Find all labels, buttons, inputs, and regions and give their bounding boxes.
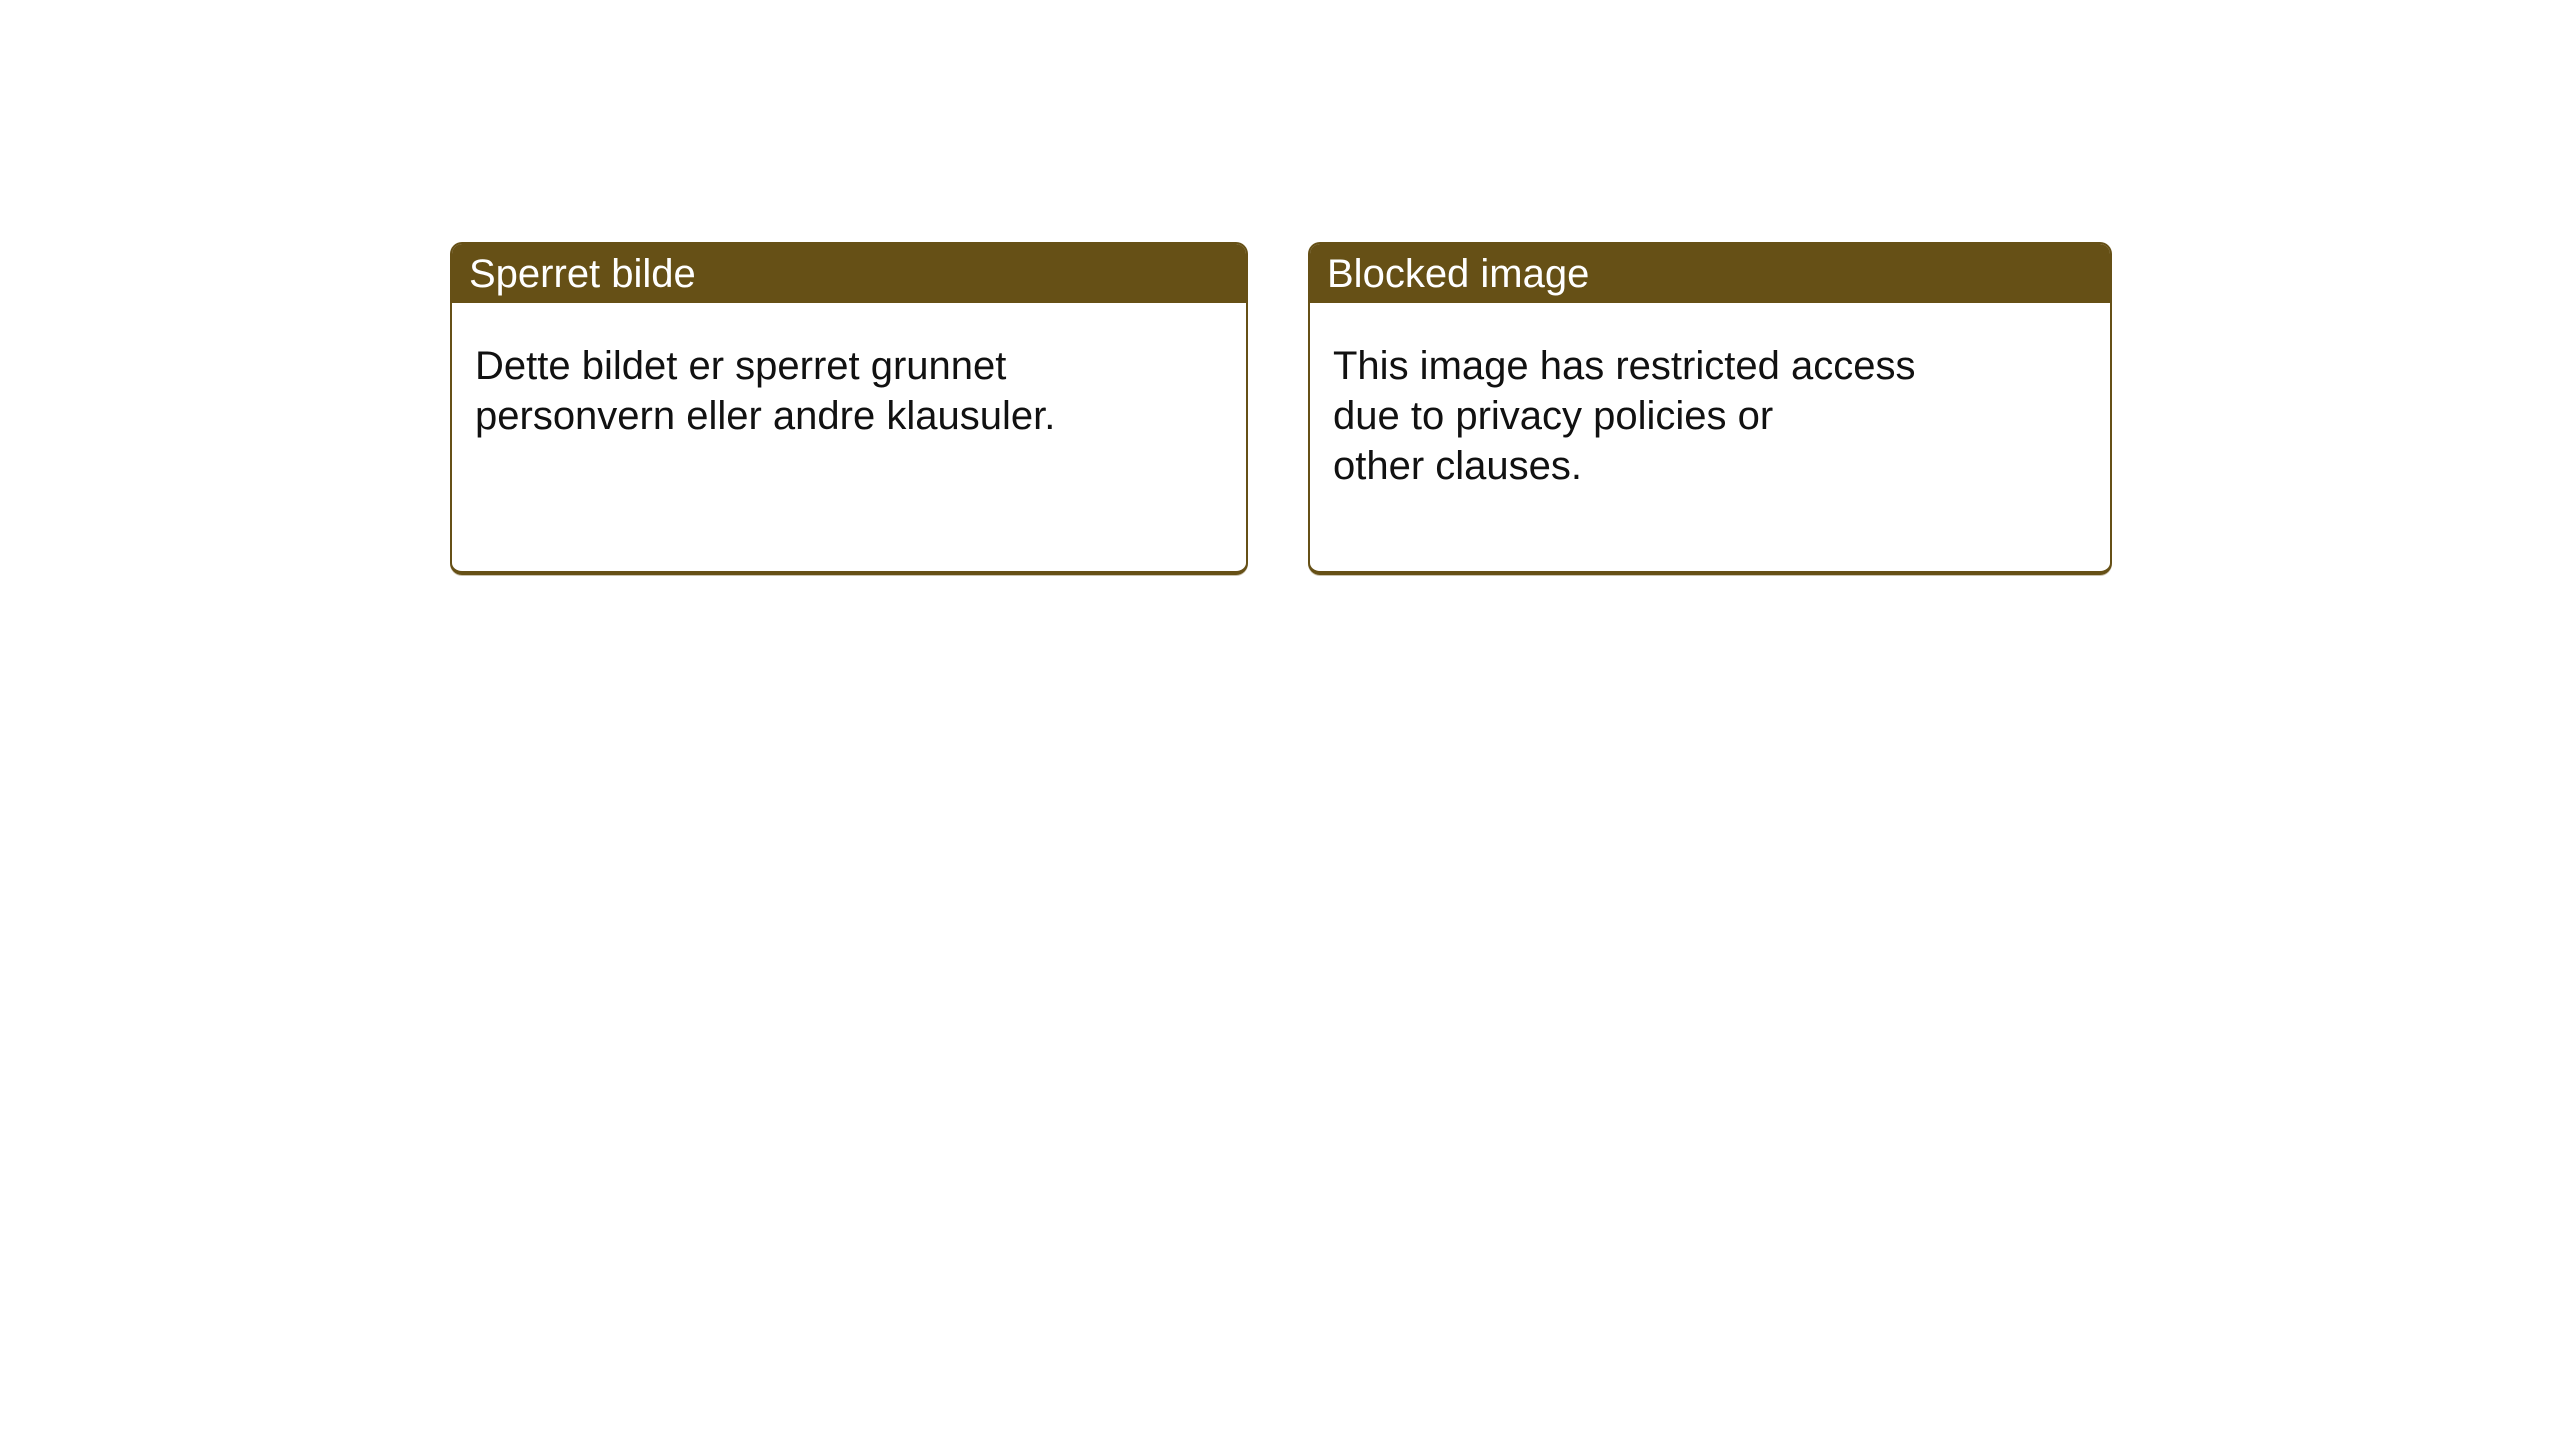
- card-text-line: Dette bildet er sperret grunnet: [475, 344, 1007, 388]
- card-body-english: [1310, 303, 2110, 491]
- card-text-line: This image has restricted access: [1333, 344, 1916, 388]
- card-text-line: personvern eller andre klausuler.: [475, 394, 1056, 438]
- blocked-image-card-english: [1308, 242, 2112, 575]
- card-text-line: other clauses.: [1333, 444, 1583, 488]
- blocked-image-card-norwegian: [450, 242, 1248, 575]
- card-text-line: due to privacy policies or: [1333, 394, 1774, 438]
- card-title-english: Blocked image: [1327, 251, 1590, 296]
- card-body-norwegian: [452, 303, 1246, 441]
- card-title-norwegian: Sperret bilde: [469, 251, 696, 296]
- card-header-english: [1310, 244, 2110, 303]
- card-header-norwegian: [452, 244, 1246, 303]
